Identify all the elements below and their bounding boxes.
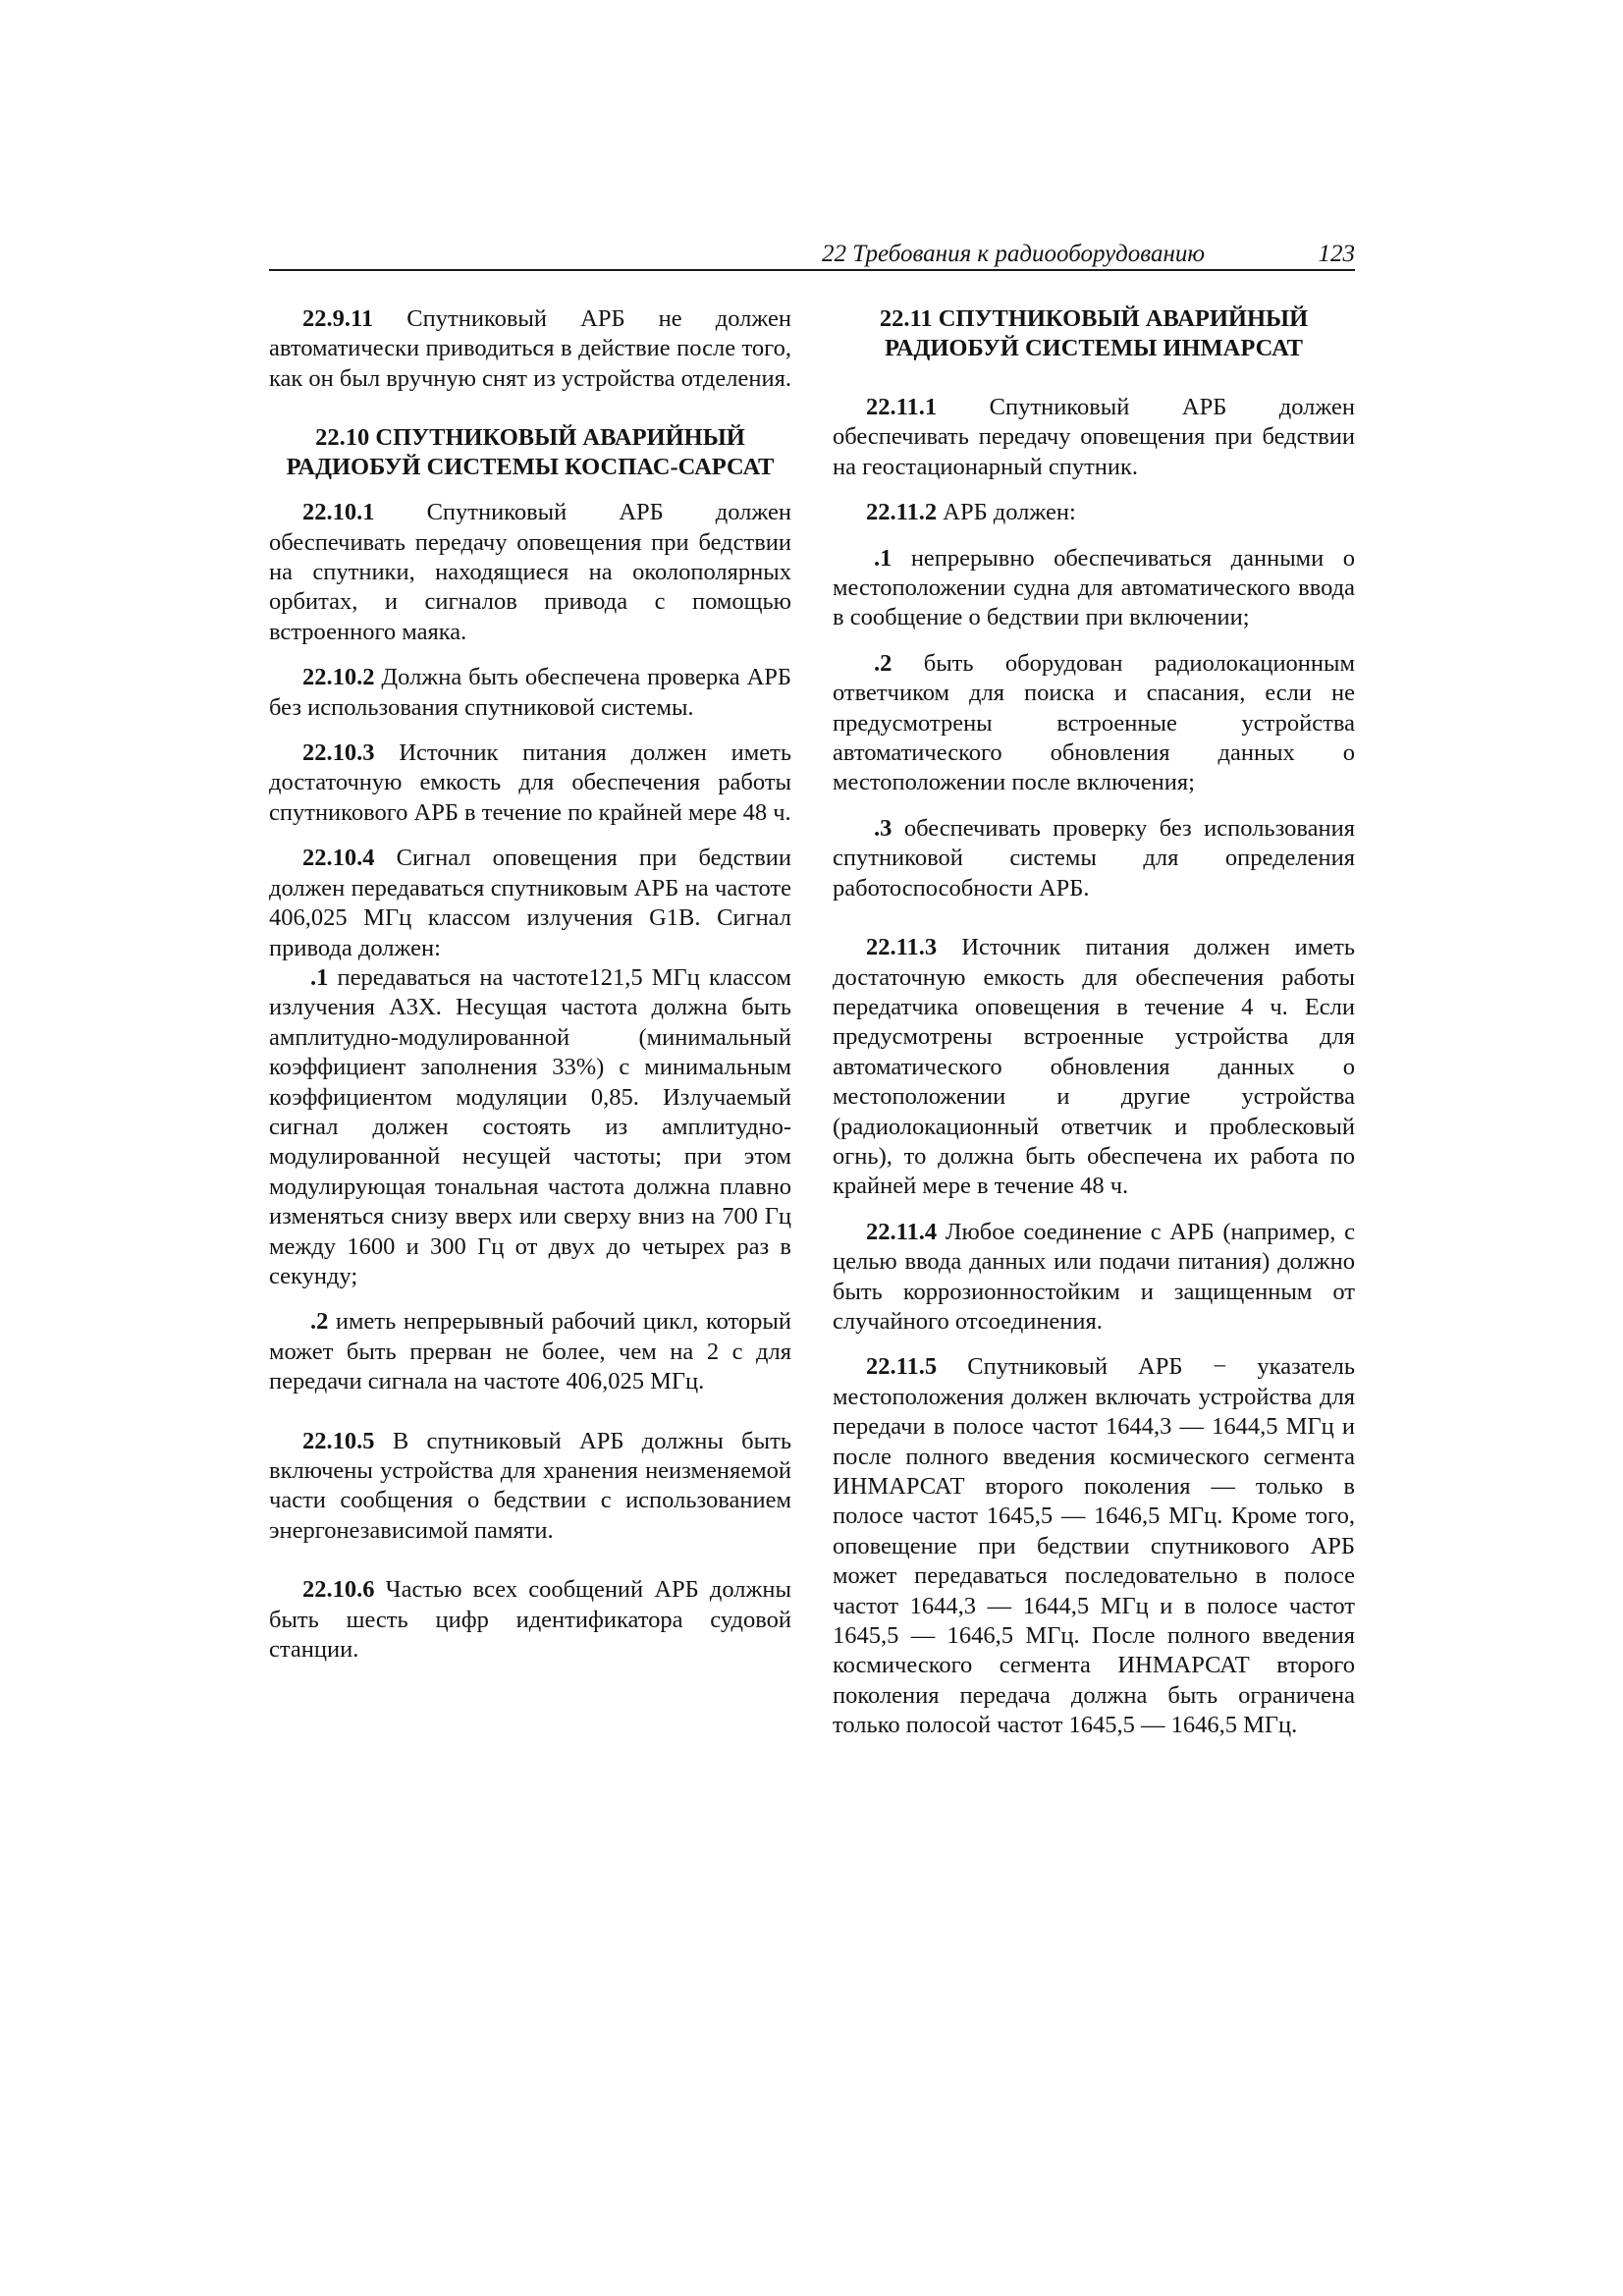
subparagraph-22-11-2-1 <box>833 544 1355 633</box>
paragraph-number: 22.11.4 <box>866 1218 938 1245</box>
paragraph-number: 22.11.3 <box>866 934 938 961</box>
paragraph-22-11-3 <box>833 933 1355 1202</box>
subparagraph-text: быть оборудован радиолокационным ответчиком для поиска и спасания, если не предусмотрены встроенные устройства автоматического обновления данных о местоположении после включения; <box>833 649 1355 796</box>
paragraph-number: 22.11.2 <box>866 499 938 526</box>
paragraph-22-11-4 <box>833 1218 1355 1338</box>
paragraph-22-10-6 <box>269 1575 791 1665</box>
paragraph-text: Должна быть обеспечена проверка АРБ без использования спутниковой системы. <box>269 664 791 721</box>
page-number: 123 <box>1318 241 1355 267</box>
paragraph-number: 22.10.1 <box>302 499 375 526</box>
paragraph-number: 22.10.3 <box>302 739 375 767</box>
left-column <box>269 304 791 1665</box>
paragraph-text: Частью всех сообщений АРБ должны быть шесть цифр идентификатора судовой станции. <box>269 1576 791 1664</box>
paragraph-22-11-5 <box>833 1352 1355 1740</box>
subparagraph-number: .1 <box>310 963 329 991</box>
paragraph-text: АРБ должен: <box>937 499 1076 526</box>
paragraph-number: 22.10.6 <box>302 1576 375 1604</box>
paragraph-number: 22.10.4 <box>302 845 375 872</box>
subparagraph-number: .2 <box>874 649 893 677</box>
subparagraph-number: .3 <box>874 814 893 842</box>
paragraph-number: 22.10.5 <box>302 1427 375 1454</box>
paragraph-22-10-4 <box>269 844 791 963</box>
paragraph-number: 22.9.11 <box>302 305 374 332</box>
paragraph-22-10-2 <box>269 663 791 723</box>
running-header-title: 22 Требования к радиооборудованию <box>821 241 1205 267</box>
subparagraph-22-11-2-2 <box>833 649 1355 798</box>
paragraph-22-11-2 <box>833 498 1355 527</box>
running-header <box>269 240 1355 271</box>
paragraph-text: Любое соединение с АРБ (например, с целью ввода данных или подачи питания) должно быть коррозионностойким и защищенным от случайного отсоединения. <box>833 1218 1355 1335</box>
subparagraph-22-10-4-2 <box>269 1307 791 1396</box>
paragraph-number: 22.11.5 <box>866 1353 938 1381</box>
paragraph-text: Спутниковый АРБ должен обеспечивать передачу оповещения при бедствии на спутники, находящиеся на околополярных орбитах, и сигналов привода с помощью встроенного маяка. <box>269 499 791 645</box>
paragraph-text: В спутниковый АРБ должны быть включены устройства для хранения неизменяемой части сообщения о бедствии с использованием энергонезависимой памяти. <box>269 1427 791 1544</box>
section-heading-22-11: 22.11 СПУТНИКОВЫЙ АВАРИЙНЫЙ РАДИОБУЙ СИСТЕМЫ ИНМАРСАТ <box>879 305 1309 361</box>
paragraph-text: Сигнал оповещения при бедствии должен передаваться спутниковым АРБ на частоте 406,025 МГц классом излучения G1B. Сигнал привода должен: <box>269 845 791 961</box>
paragraph-text: Спутниковый АРБ должен обеспечивать передачу оповещения при бедствии на геостационарный спутник. <box>833 394 1355 480</box>
subparagraph-22-11-2-3 <box>833 814 1355 903</box>
paragraph-text: Источник питания должен иметь достаточную емкость для обеспечения работы передатчика оповещения в течение 4 ч. Если предусмотрены встроенные устройства для автоматического обновления данных о местоположении и другие устройства (радиолокационный ответчик и проблесковый огнь), то должна быть обеспечена их работа по крайней мере в течение 48 ч. <box>833 934 1355 1200</box>
subparagraph-22-10-4-1 <box>269 963 791 1291</box>
subparagraph-text: обеспечивать проверку без использования спутниковой системы для определения работоспособности АРБ. <box>833 814 1355 902</box>
paragraph-number: 22.11.1 <box>866 394 938 420</box>
subparagraph-number: .2 <box>310 1308 329 1336</box>
paragraph-22-10-1 <box>269 498 791 647</box>
paragraph-22-11-1 <box>833 393 1355 482</box>
paragraph-22-10-3 <box>269 738 791 828</box>
right-column <box>833 304 1355 1741</box>
subparagraph-number: .1 <box>874 544 893 572</box>
subparagraph-text: иметь непрерывный рабочий цикл, который может быть прерван не более, чем на 2 с для передачи сигнала на частоте 406,025 МГц. <box>269 1308 791 1395</box>
subparagraph-text: передаваться на частоте121,5 МГц классом излучения A3X. Несущая частота должна быть амплитудно-модулированной (минимальный коэффициент заполнения 33%) с минимальным коэффициентом модуляции 0,85. Излучаемый сигнал должен состоять из амплитудно-модулированной несущей частоты; при этом модулирующая тональная частота должна плавно изменяться снизу вверх или сверху вниз на 700 Гц между 1600 и 300 Гц от двух до четырех раз в секунду; <box>269 963 791 1289</box>
paragraph-22-9-11 <box>269 304 791 394</box>
paragraph-text: Источник питания должен иметь достаточную емкость для обеспечения работы спутникового АРБ в течение по крайней мере 48 ч. <box>269 739 791 826</box>
subparagraph-text: непрерывно обеспечиваться данными о местоположении судна для автоматического ввода в сообщение о бедствии при включении; <box>833 544 1355 631</box>
paragraph-text: Спутниковый АРБ не должен автоматически приводиться в действие после того, как он был вручную снят из устройства отделения. <box>269 305 791 392</box>
section-heading-22-10: 22.10 СПУТНИКОВЫЙ АВАРИЙНЫЙ РАДИОБУЙ СИСТЕМЫ КОСПАС-САРСАТ <box>286 424 775 481</box>
paragraph-text: Спутниковый АРБ − указатель местоположения должен включать устройства для передачи в полосе частот 1644,3 — 1644,5 МГц и после полного введения космического сегмента ИНМАРСАТ второго поколения — только в полосе частот 1645,5 — 1646,5 МГц. Кроме того, оповещение при бедствии спутникового АРБ может передаваться последовательно в полосе частот 1644,3 — 1644,5 МГц и в полосе частот 1645,5 — 1646,5 МГц. После полного введения космического сегмента ИНМАРСАТ второго поколения передача должна быть ограничена только полосой частот 1645,5 — 1646,5 МГц. <box>833 1353 1355 1739</box>
paragraph-number: 22.10.2 <box>302 664 375 691</box>
paragraph-22-10-5 <box>269 1427 791 1547</box>
